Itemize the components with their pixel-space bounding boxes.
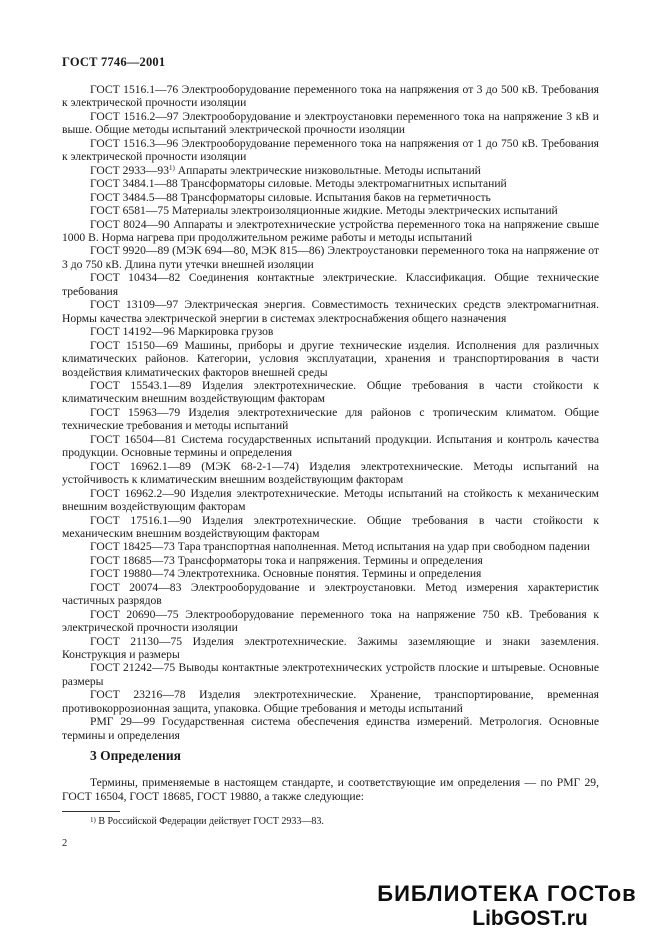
reference-code: ГОСТ 10434—82 <box>90 271 181 285</box>
reference-title: Изделия электротехнические для районов с тропическим климатом. Общие технические требования и методы испытаний <box>62 405 599 433</box>
reference-title: Машины, приборы и другие технические изделия. Исполнения для различных климатических районов. Категории, условия эксплуатации, хранения и транспортирования в части воздействия климатических факторов внешней среды <box>62 338 599 379</box>
reference-item <box>62 339 599 379</box>
reference-code: ГОСТ 17516.1—90 <box>90 513 192 527</box>
reference-item <box>62 688 599 715</box>
footnote-divider <box>62 811 120 812</box>
reference-code: ГОСТ 16962.2—90 <box>90 486 186 500</box>
reference-code: ГОСТ 15543.1—89 <box>90 378 192 392</box>
reference-item <box>62 567 599 580</box>
reference-code: ГОСТ 8024—90 <box>90 217 170 231</box>
watermark-site: LibGOST.ru <box>472 907 588 930</box>
reference-item <box>62 540 599 553</box>
reference-title: Трансформаторы тока и напряжения. Термины и определения <box>177 553 483 567</box>
reference-title: Соединения контактные электрические. Классификация. Общие технические требования <box>62 271 599 298</box>
reference-code: ГОСТ 6581—75 <box>90 204 170 218</box>
reference-code: ГОСТ 14192—96 <box>90 325 175 339</box>
reference-code: ГОСТ 16962.1—89 (МЭК 68-2-1—74) <box>90 459 299 473</box>
reference-item <box>62 137 599 164</box>
normative-references-list <box>62 83 599 742</box>
reference-code: ГОСТ 13109—97 <box>90 298 179 312</box>
reference-item <box>62 244 599 271</box>
footnote-ref-marker: 1) <box>169 163 175 172</box>
reference-code: ГОСТ 19880—74 <box>90 567 175 581</box>
reference-title: Изделия электротехнические. Методы испытаний на устойчивость к климатическим внешним воздействующим факторам <box>62 459 599 487</box>
reference-title: Материалы электроизоляционные жидкие. Методы электрических испытаний <box>171 204 558 218</box>
reference-code: ГОСТ 1516.3—96 <box>90 136 179 150</box>
reference-title: Электрооборудование и электроустановки. Метод измерения характеристик частичных разрядов <box>62 580 599 608</box>
reference-item <box>62 514 599 541</box>
reference-item <box>62 460 599 487</box>
reference-title: Трансформаторы силовые. Испытания баков на герметичность <box>180 190 491 204</box>
reference-item <box>62 191 599 204</box>
reference-item <box>62 581 599 608</box>
reference-title: Аппараты электрические низковольтные. Методы испытаний <box>177 163 481 177</box>
reference-code: ГОСТ 20690—75 <box>90 607 179 621</box>
reference-code: ГОСТ 18685—73 <box>90 553 175 567</box>
reference-item <box>62 433 599 460</box>
reference-code: РМГ 29—99 <box>90 715 156 729</box>
footnote-text: В Российской Федерации действует ГОСТ 2933—83. <box>98 816 324 827</box>
reference-item <box>62 379 599 406</box>
reference-title: Тара транспортная наполненная. Метод испытания на удар при свободном падении <box>177 540 590 554</box>
reference-title: Государственная система обеспечения единства измерений. Метрология. Основные термины и определения <box>62 715 600 742</box>
reference-title: Электрооборудование переменного тока на напряжения от 1 до 750 кВ. Требования к электрической прочности изоляции <box>62 136 599 164</box>
footnote-marker: 1) <box>90 816 96 824</box>
section-heading: 3 Определения <box>90 748 181 763</box>
reference-code: ГОСТ 15963—79 <box>90 405 181 419</box>
reference-item <box>62 177 599 190</box>
reference-title: Изделия электротехнические. Методы испытаний на стойкость к механическим внешним воздействующим факторам <box>62 486 599 514</box>
reference-item <box>62 487 599 514</box>
reference-code: ГОСТ 3484.1—88 <box>90 177 178 191</box>
reference-item <box>62 271 599 298</box>
reference-title: Изделия электротехнические. Общие требования в части стойкости к механическим внешним воздействующим факторам <box>62 513 599 540</box>
section-paragraph: Термины, применяемые в настоящем стандарте, и соответствующие им определения — по РМГ 29, ГОСТ 16504, ГОСТ 18685, ГОСТ 19880, а также следующие: <box>62 776 599 803</box>
reference-title: Аппараты и электротехнические устройства переменного тока на напряжение свыше 1000 В. Норма нагрева при продолжительном режиме работы и методы испытаний <box>62 217 599 244</box>
reference-item <box>62 608 599 635</box>
reference-item <box>62 554 599 567</box>
reference-item <box>62 661 599 688</box>
footnote <box>90 816 324 828</box>
reference-code: ГОСТ 1516.1—76 <box>90 83 179 96</box>
reference-title: Выводы контактные электротехнических устройств плоские и штыревые. Основные размеры <box>62 661 599 688</box>
reference-code: ГОСТ 21130—75 <box>90 634 183 648</box>
reference-item <box>62 635 599 662</box>
reference-code: ГОСТ 3484.5—88 <box>90 190 178 204</box>
reference-item <box>62 83 599 110</box>
reference-code: ГОСТ 15150—69 <box>90 338 179 352</box>
reference-title: Электрооборудование переменного тока на напряжения от 3 до 500 кВ. Требования к электрической прочности изоляции <box>62 83 599 110</box>
reference-code: ГОСТ 21242—75 <box>90 661 176 675</box>
reference-item <box>62 298 599 325</box>
reference-item <box>62 406 599 433</box>
watermark-title: БИБЛИОТЕКА ГОСТов <box>377 881 637 906</box>
document-header: ГОСТ 7746—2001 <box>62 55 166 69</box>
reference-code: ГОСТ 16504—81 <box>90 432 177 446</box>
reference-title: Трансформаторы силовые. Методы электромагнитных испытаний <box>180 177 507 191</box>
reference-title: Изделия электротехнические. Зажимы заземляющие и знаки заземления. Конструкция и размеры <box>62 634 600 662</box>
reference-title: Электрическая энергия. Совместимость технических средств электромагнитная. Нормы качества электрической энергии в системах электроснабжения общего назначения <box>62 298 599 325</box>
reference-title: Электрооборудование переменного тока на напряжение 750 кВ. Требования к электрической прочности изоляции <box>62 607 599 635</box>
reference-code: ГОСТ 9920—89 (МЭК 694—80, МЭК 815—86) <box>90 244 325 258</box>
reference-item <box>62 164 599 177</box>
reference-code: ГОСТ 23216—78 <box>90 688 186 702</box>
reference-title: Изделия электротехнические. Общие требования в части стойкости к климатическим внешним воздействующим факторам <box>62 378 599 406</box>
reference-title: Изделия электротехнические. Хранение, транспортирование, временная противокоррозионная защита, упаковка. Общие требования и методы испытаний <box>62 688 599 715</box>
reference-code: ГОСТ 20074—83 <box>90 580 182 594</box>
reference-item <box>62 110 599 137</box>
reference-code: ГОСТ 2933—93 <box>90 163 170 177</box>
reference-title: Маркировка грузов <box>177 325 274 339</box>
reference-title: Электрооборудование и электроустановки переменного тока на напряжение 3 кВ и выше. Общие методы испытаний электрической прочности изоляции <box>62 109 599 137</box>
reference-item <box>62 218 599 245</box>
reference-item <box>62 715 599 742</box>
reference-code: ГОСТ 1516.2—97 <box>90 109 179 123</box>
reference-item <box>62 325 599 338</box>
reference-title: Электроустановки переменного тока на напряжение от 3 до 750 кВ. Длина пути утечки внешней изоляции <box>62 244 599 271</box>
reference-title: Система государственных испытаний продукции. Испытания и контроль качества продукции. Основные термины и определения <box>62 432 599 460</box>
reference-code: ГОСТ 18425—73 <box>90 540 175 554</box>
page-number: 2 <box>62 838 68 849</box>
watermark-logo <box>362 882 652 932</box>
reference-item <box>62 204 599 217</box>
reference-title: Электротехника. Основные понятия. Термины и определения <box>177 567 482 581</box>
